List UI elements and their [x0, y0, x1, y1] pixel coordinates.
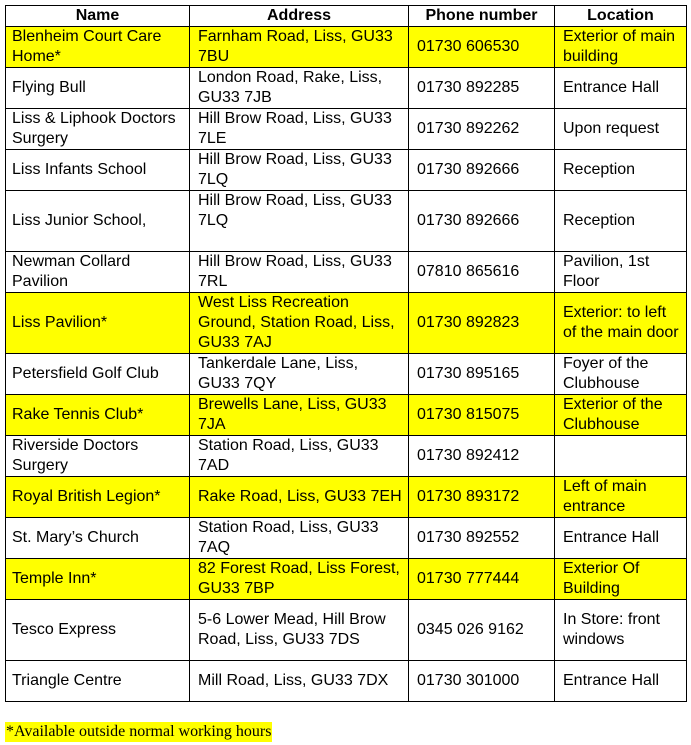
table-row	[6, 436, 687, 477]
table-row	[6, 109, 687, 150]
cell-address: Tankerdale Lane, Liss, GU33 7QY	[190, 354, 409, 395]
cell-location: Pavilion, 1st Floor	[555, 252, 687, 293]
cell-address: Hill Brow Road, Liss, GU33 7RL	[190, 252, 409, 293]
cell-location: Entrance Hall	[555, 518, 687, 559]
cell-location	[555, 436, 687, 477]
cell-address: 5-6 Lower Mead, Hill Brow Road, Liss, GU33 7DS	[190, 600, 409, 661]
cell-address: 82 Forest Road, Liss Forest, GU33 7BP	[190, 559, 409, 600]
table-row	[6, 600, 687, 661]
footnote-availability: *Available outside normal working hours	[6, 723, 272, 740]
cell-phone: 01730 892666	[409, 191, 555, 252]
cell-name: St. Mary’s Church	[6, 518, 190, 559]
table-row	[6, 559, 687, 600]
header-location: Location	[555, 6, 687, 27]
cell-name: Blenheim Court Care Home*	[6, 27, 190, 68]
cell-location: Reception	[555, 150, 687, 191]
table-row	[6, 150, 687, 191]
cell-phone: 01730 892412	[409, 436, 555, 477]
cell-location: Exterior of the Clubhouse	[555, 395, 687, 436]
table-row	[6, 293, 687, 354]
cell-address: Farnham Road, Liss, GU33 7BU	[190, 27, 409, 68]
table-row	[6, 191, 687, 252]
cell-address: Brewells Lane, Liss, GU33 7JA	[190, 395, 409, 436]
cell-name: Triangle Centre	[6, 661, 190, 702]
cell-name: Tesco Express	[6, 600, 190, 661]
header-phone-number: Phone number	[409, 6, 555, 27]
defibrillator-locations-table	[5, 5, 687, 702]
cell-phone: 01730 777444	[409, 559, 555, 600]
cell-name: Liss Infants School	[6, 150, 190, 191]
table-row	[6, 252, 687, 293]
table-row	[6, 68, 687, 109]
cell-phone: 01730 893172	[409, 477, 555, 518]
table-row	[6, 27, 687, 68]
cell-location: Entrance Hall	[555, 661, 687, 702]
cell-location: Exterior Of Building	[555, 559, 687, 600]
cell-phone: 01730 892552	[409, 518, 555, 559]
cell-address: Station Road, Liss, GU33 7AQ	[190, 518, 409, 559]
header-address: Address	[190, 6, 409, 27]
table-row	[6, 395, 687, 436]
cell-name: Temple Inn*	[6, 559, 190, 600]
header-name: Name	[6, 6, 190, 27]
cell-address: West Liss Recreation Ground, Station Road, Liss, GU33 7AJ	[190, 293, 409, 354]
cell-name: Petersfield Golf Club	[6, 354, 190, 395]
cell-phone: 01730 892262	[409, 109, 555, 150]
cell-address: Hill Brow Road, Liss, GU33 7LQ	[190, 150, 409, 191]
cell-address: Rake Road, Liss, GU33 7EH	[190, 477, 409, 518]
table-header-row	[6, 6, 687, 27]
cell-phone: 07810 865616	[409, 252, 555, 293]
cell-name: Liss Junior School,	[6, 191, 190, 252]
cell-location: Foyer of the Clubhouse	[555, 354, 687, 395]
cell-phone: 01730 892285	[409, 68, 555, 109]
cell-phone: 01730 892823	[409, 293, 555, 354]
cell-name: Riverside Doctors Surgery	[6, 436, 190, 477]
cell-name: Liss & Liphook Doctors Surgery	[6, 109, 190, 150]
cell-phone: 01730 895165	[409, 354, 555, 395]
cell-address: Hill Brow Road, Liss, GU33 7LE	[190, 109, 409, 150]
cell-name: Royal British Legion*	[6, 477, 190, 518]
cell-address: Hill Brow Road, Liss, GU33 7LQ	[190, 191, 409, 252]
cell-name: Flying Bull	[6, 68, 190, 109]
cell-phone: 0345 026 9162	[409, 600, 555, 661]
cell-address: London Road, Rake, Liss, GU33 7JB	[190, 68, 409, 109]
cell-address: Station Road, Liss, GU33 7AD	[190, 436, 409, 477]
cell-location: Upon request	[555, 109, 687, 150]
cell-location: Exterior of main building	[555, 27, 687, 68]
cell-address: Mill Road, Liss, GU33 7DX	[190, 661, 409, 702]
cell-phone: 01730 606530	[409, 27, 555, 68]
cell-location: Entrance Hall	[555, 68, 687, 109]
cell-phone: 01730 301000	[409, 661, 555, 702]
table-row	[6, 354, 687, 395]
cell-phone: 01730 815075	[409, 395, 555, 436]
cell-location: Exterior: to left of the main door	[555, 293, 687, 354]
cell-location: Reception	[555, 191, 687, 252]
cell-name: Rake Tennis Club*	[6, 395, 190, 436]
table-row	[6, 477, 687, 518]
cell-phone: 01730 892666	[409, 150, 555, 191]
cell-location: Left of main entrance	[555, 477, 687, 518]
cell-name: Newman Collard Pavilion	[6, 252, 190, 293]
cell-name: Liss Pavilion*	[6, 293, 190, 354]
table-row	[6, 661, 687, 702]
table-row	[6, 518, 687, 559]
cell-location: In Store: front windows	[555, 600, 687, 661]
